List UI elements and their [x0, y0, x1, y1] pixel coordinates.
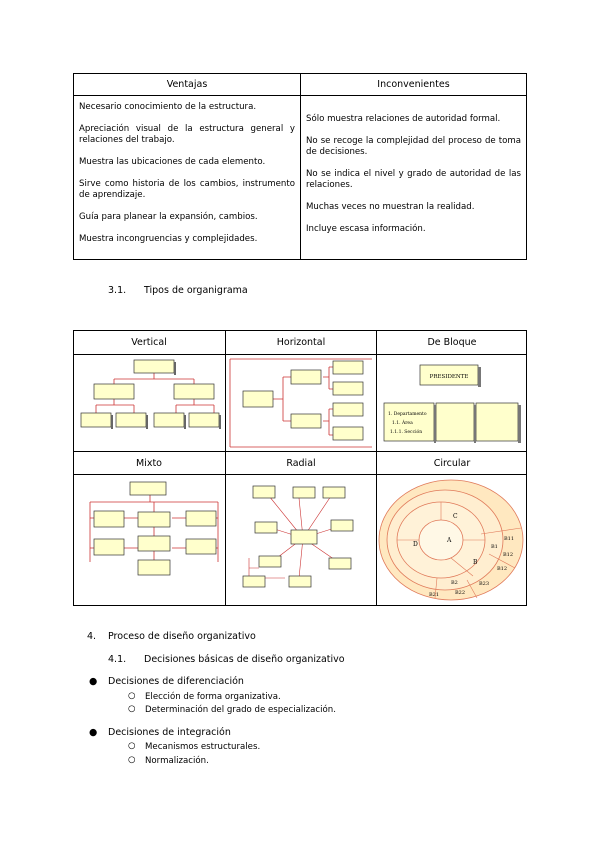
bullet-dot-icon: ●: [89, 676, 98, 687]
circular-d: D: [413, 541, 418, 548]
ventaja-item: Apreciación visual de la estructura general y relaciones del trabajo.: [79, 124, 295, 145]
sub-item: Normalización.: [145, 756, 209, 766]
section-4-1-title: Decisiones básicas de diseño organizativo: [144, 654, 345, 665]
mixed-org-chart: [78, 478, 222, 604]
label-de-bloque: De Bloque: [427, 337, 477, 348]
label-vertical: Vertical: [131, 337, 167, 348]
sub-item: Elección de forma organizativa.: [145, 692, 281, 702]
inconveniente-item: No se indica el nivel y grado de autoridad de las relaciones.: [306, 169, 521, 190]
section-3-1-title: Tipos de organigrama: [144, 285, 248, 296]
inconveniente-item: Sólo muestra relaciones de autoridad formal.: [306, 114, 501, 124]
ventajas-column: [79, 102, 295, 256]
label-mixto: Mixto: [136, 458, 162, 469]
inconveniente-item: Incluye escasa información.: [306, 224, 426, 234]
bullet-diferenciacion: Decisiones de diferenciación: [108, 676, 244, 687]
bloque-top-text: PRESIDENTE: [429, 374, 469, 380]
block-org-chart: [380, 357, 524, 449]
circular-b12: B12: [503, 552, 514, 558]
radial-org-chart: [229, 478, 373, 604]
circle-bullet-icon: ○: [128, 755, 136, 765]
sub-item: Determinación del grado de especialización.: [145, 705, 336, 715]
org-chart-types-grid: [73, 330, 527, 606]
circular-b23: B23: [479, 581, 490, 587]
circular-b: B: [473, 559, 478, 566]
label-horizontal: Horizontal: [276, 337, 326, 348]
ventaja-item: Muestra las ubicaciones de cada elemento.: [79, 157, 266, 167]
section-4-number: 4.: [87, 631, 97, 642]
ventaja-item: Muestra incongruencias y complejidades.: [79, 234, 258, 244]
ventaja-item: Necesario conocimiento de la estructura.: [79, 102, 257, 112]
circle-bullet-icon: ○: [128, 704, 136, 714]
grid-divider: [74, 354, 526, 355]
circular-b22: B22: [455, 590, 466, 596]
circular-b1: B1: [491, 544, 498, 550]
grid-divider: [74, 451, 526, 452]
grid-divider: [74, 474, 526, 475]
circular-b11: B11: [504, 536, 515, 542]
ventaja-item: Sirve como historia de los cambios, instrumento de aprendizaje.: [79, 179, 295, 200]
label-circular: Circular: [433, 458, 471, 469]
ventaja-item: Guía para planear la expansión, cambios.: [79, 212, 258, 222]
header-ventajas: Ventajas: [74, 74, 300, 96]
column-divider: [300, 74, 301, 259]
comparison-table: [73, 73, 527, 260]
sub-item: Mecanismos estructurales.: [145, 742, 261, 752]
inconvenientes-column: [306, 114, 521, 246]
circular-b2: B2: [451, 580, 458, 586]
horizontal-org-chart: [229, 357, 373, 449]
circular-a: A: [447, 537, 452, 544]
circular-b21: B21: [429, 592, 440, 598]
circular-c: C: [453, 513, 458, 520]
bloque-line2: 1.1. Área: [392, 421, 413, 426]
bloque-line3: 1.1.1. Sección: [390, 430, 423, 435]
bloque-line1: 1. Departamento: [388, 412, 427, 417]
section-3-1-number: 3.1.: [108, 285, 127, 296]
circular-b12b: B12: [497, 566, 508, 572]
circle-bullet-icon: ○: [128, 691, 136, 701]
vertical-org-chart: [78, 357, 222, 449]
header-inconvenientes: Inconvenientes: [301, 74, 526, 96]
circular-org-chart: [377, 476, 527, 606]
inconveniente-item: Muchas veces no muestran la realidad.: [306, 202, 475, 212]
label-radial: Radial: [286, 458, 316, 469]
circle-bullet-icon: ○: [128, 741, 136, 751]
inconveniente-item: No se recoge la complejidad del proceso de toma de decisiones.: [306, 136, 521, 157]
section-4-1-number: 4.1.: [108, 654, 127, 665]
bullet-dot-icon: ●: [89, 727, 98, 738]
bullet-integracion: Decisiones de integración: [108, 727, 231, 738]
section-4-title: Proceso de diseño organizativo: [108, 631, 256, 642]
